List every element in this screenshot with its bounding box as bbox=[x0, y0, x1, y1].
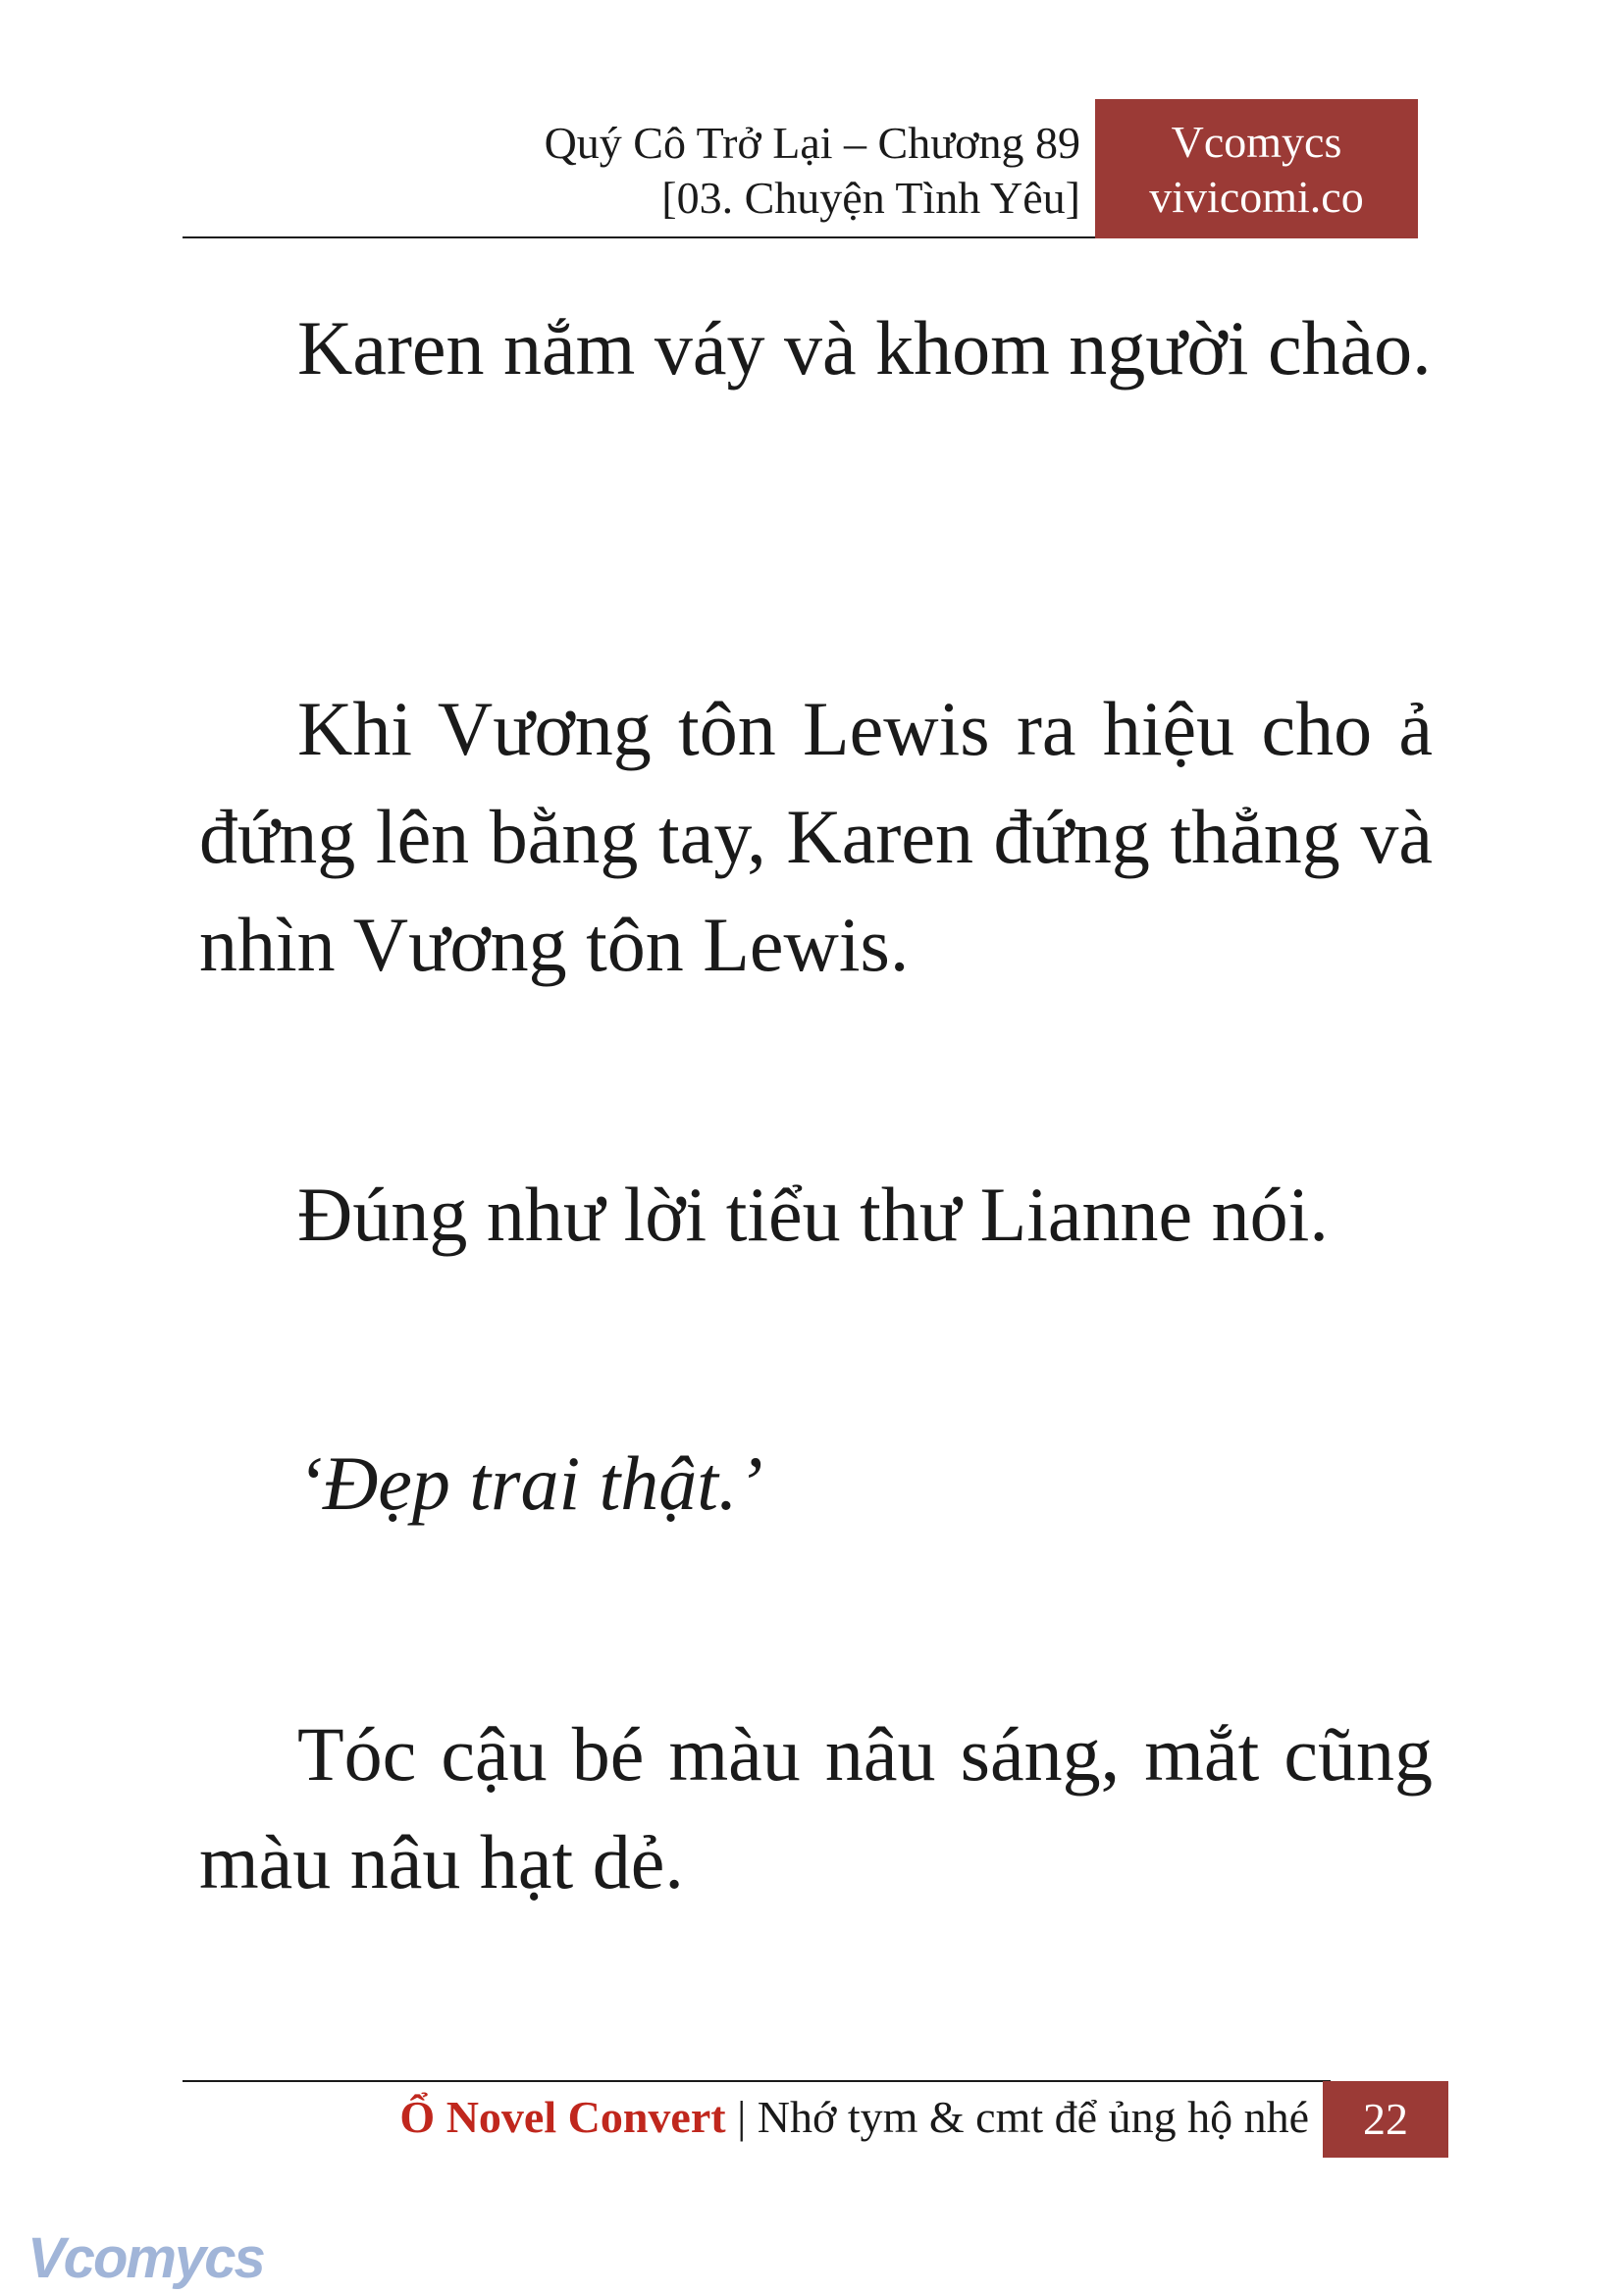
site-name: Vcomycs bbox=[1171, 117, 1342, 167]
watermark-logo: Vcomycs bbox=[27, 2226, 264, 2290]
footer-separator: | bbox=[725, 2092, 758, 2142]
header-divider bbox=[183, 236, 1095, 238]
site-url: vivicomi.co bbox=[1149, 172, 1364, 222]
footer-message: Nhớ tym & cmt để ủng hộ nhé bbox=[757, 2092, 1309, 2142]
chapter-heading bbox=[183, 116, 1080, 226]
paragraph-1: Karen nắm váy và khom người chào. bbox=[297, 305, 1432, 391]
paragraph-2: Khi Vương tôn Lewis ra hiệu cho ả đứng lên bằng tay, Karen đứng thẳng và nhìn Vương tôn Lewis. bbox=[199, 686, 1433, 987]
paragraph-4: ‘Đẹp trai thật.’ bbox=[297, 1440, 763, 1526]
chapter-title: Quý Cô Trở Lại – Chương 89 bbox=[544, 118, 1080, 168]
site-badge bbox=[1095, 99, 1418, 238]
page-number: 22 bbox=[1323, 2081, 1448, 2158]
paragraph-3: Đúng như lời tiểu thư Lianne nói. bbox=[297, 1172, 1329, 1257]
chapter-subtitle: [03. Chuyện Tình Yêu] bbox=[661, 173, 1080, 223]
paragraph-5: Tóc cậu bé màu nâu sáng, mắt cũng màu nâu hạt dẻ. bbox=[199, 1711, 1433, 1904]
footer-brand: Ổ Novel Convert bbox=[399, 2092, 726, 2142]
footer-line bbox=[183, 2088, 1309, 2147]
footer-divider bbox=[183, 2080, 1331, 2082]
